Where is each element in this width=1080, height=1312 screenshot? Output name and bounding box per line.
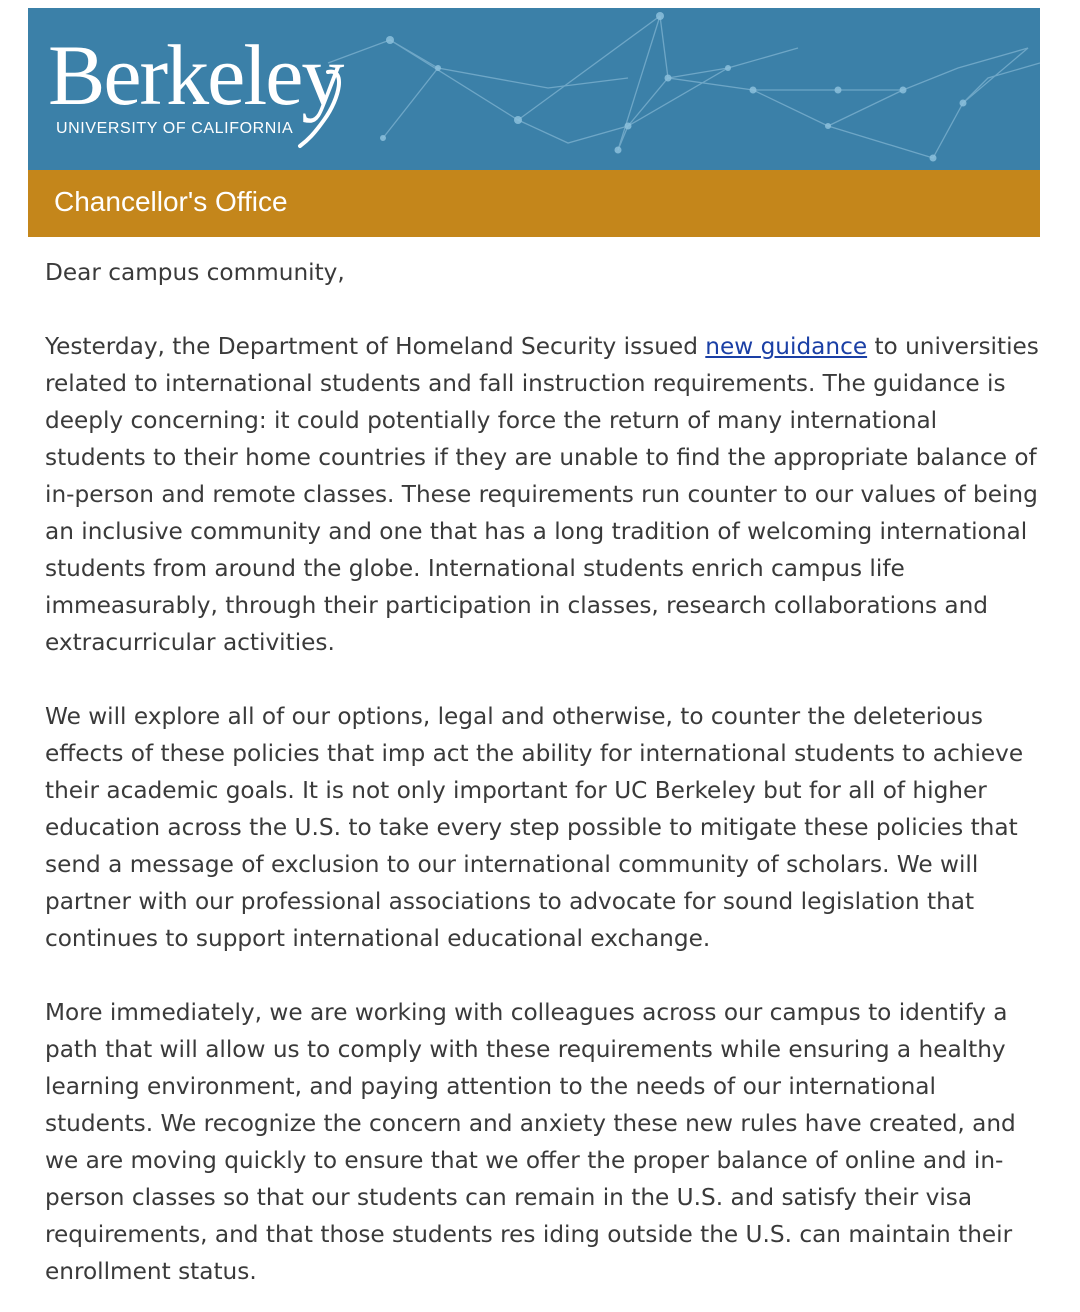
new-guidance-link[interactable]: new guidance bbox=[705, 333, 868, 360]
logo-swash-graphic bbox=[28, 8, 368, 170]
berkeley-wordmark: Berkeley bbox=[48, 27, 343, 123]
salutation: Dear campus community, bbox=[45, 259, 345, 286]
paragraph-1-rest: to universities related to international students and fall instruction requirements. The guidance is deeply concerning: it could potentially force the return of many international students to their home countries if they are unable to find the appropriate balance of in-person and remote classes. These requirements run counter to our values of being an inclusive community and one that has a long tradition of welcoming international students from around the globe. International students enrich campus life immeasurably, through their participation in classes, research collaborations and extracurricular activities. bbox=[45, 333, 1039, 656]
letter-body bbox=[45, 254, 1045, 1290]
paragraph-1-start: Yesterday, the Department of Homeland Security issued bbox=[45, 333, 706, 360]
paragraph-1 bbox=[45, 328, 1045, 661]
paragraph-2: We will explore all of our options, legal and otherwise, to counter the deleterious effects of these policies that imp act the ability for international students to achieve their academic goals. It is not only important for UC Berkeley but for all of higher education across the U.S. to take every step possible to mitigate these policies that send a message of exclusion to our international community of scholars. We will partner with our professional associations to advocate for sound legislation that continues to support international educational exchange. bbox=[45, 703, 1024, 952]
university-subtitle: UNIVERSITY OF CALIFORNIA bbox=[56, 120, 294, 137]
header-banner bbox=[28, 8, 1040, 170]
office-bar bbox=[28, 170, 1040, 237]
paragraph-3: More immediately, we are working with colleagues across our campus to identify a path that will allow us to comply with these requirements while ensuring a healthy learning environment, and paying attention to the needs of our international students. We recognize the concern and anxiety these new rules have created, and we are moving quickly to ensure that we offer the proper balance of online and in-person classes so that our students can remain in the U.S. and satisfy their visa requirements, and that those students res iding outside the U.S. can maintain their enrollment status. bbox=[45, 999, 1016, 1285]
office-title: Chancellor's Office bbox=[54, 186, 288, 217]
